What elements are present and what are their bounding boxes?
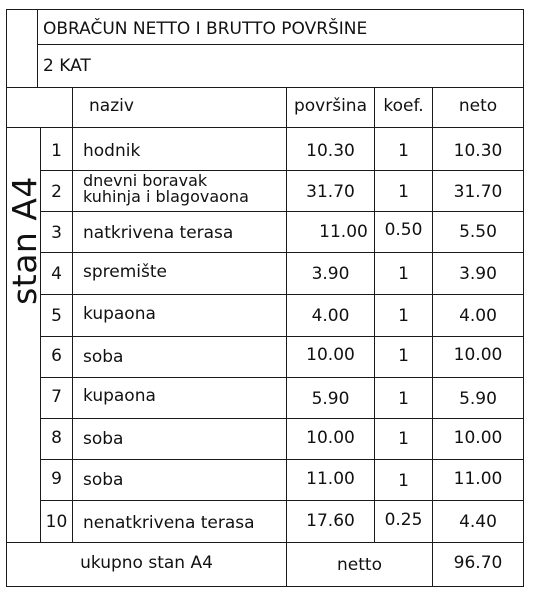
row-coef: 1 — [398, 306, 409, 326]
grid-line — [6, 586, 523, 587]
table-title: OBRAČUN NETTO I BRUTTO POVRŠINE — [43, 19, 368, 39]
column-header-coef: koef. — [383, 96, 424, 116]
column-header-net: neto — [458, 96, 498, 116]
grid-line — [40, 500, 523, 501]
row-number: 4 — [51, 264, 62, 284]
row-name-line-1: dnevni boravak — [83, 171, 208, 190]
row-net: 11.00 — [453, 469, 503, 489]
row-name: nenatkrivena terasa — [83, 513, 255, 533]
row-net: 5.50 — [459, 222, 497, 242]
row-net: 3.90 — [459, 264, 497, 284]
row-net: 4.40 — [459, 512, 497, 532]
grid-line — [6, 542, 523, 543]
unit-label-text: stan A4 — [4, 175, 44, 305]
row-coef: 1 — [398, 264, 409, 284]
row-name: spremište — [83, 262, 167, 282]
row-number: 7 — [51, 387, 62, 407]
grid-line — [40, 459, 523, 460]
row-area: 4.00 — [311, 306, 350, 326]
grid-line — [37, 9, 38, 88]
row-net: 5.90 — [459, 389, 497, 409]
grid-line — [6, 9, 523, 10]
row-name: soba — [83, 429, 124, 449]
row-net: 10.00 — [453, 428, 503, 448]
row-area: 5.90 — [311, 389, 350, 409]
row-coef: 1 — [398, 471, 409, 491]
row-name: soba — [83, 470, 124, 490]
row-number: 9 — [51, 469, 62, 489]
grid-line — [72, 87, 73, 543]
grid-line — [40, 336, 523, 337]
grid-line — [6, 127, 523, 128]
row-number: 3 — [51, 223, 62, 243]
grid-line — [40, 252, 523, 253]
row-area: 11.00 — [306, 469, 355, 489]
row-net: 4.00 — [459, 306, 497, 326]
grid-line — [37, 44, 523, 45]
row-coef: 1 — [398, 429, 409, 449]
floor-label: 2 KAT — [43, 56, 91, 76]
row-net: 31.70 — [453, 182, 503, 202]
row-coef: 1 — [398, 389, 409, 409]
unit-label — [4, 170, 44, 310]
row-area: 10.00 — [306, 428, 355, 448]
row-area: 11.00 — [319, 222, 368, 242]
row-name-line-2: kuhinja i blagovaona — [83, 187, 249, 206]
grid-line — [6, 87, 523, 88]
grid-line — [40, 418, 523, 419]
row-name: hodnik — [83, 141, 141, 161]
row-name: soba — [83, 347, 124, 367]
grid-line — [40, 377, 523, 378]
row-net: 10.30 — [453, 141, 503, 161]
grid-line — [523, 9, 524, 587]
row-number: 10 — [45, 512, 68, 532]
row-number: 2 — [51, 182, 62, 202]
row-area: 17.60 — [306, 511, 355, 531]
row-name: kupaona — [83, 304, 156, 324]
column-header-name: naziv — [89, 96, 134, 116]
grid-line — [40, 211, 523, 212]
total-net-label: netto — [337, 555, 382, 575]
row-area: 10.00 — [306, 345, 355, 365]
row-coef: 0.50 — [384, 220, 423, 240]
row-coef: 1 — [398, 182, 409, 202]
row-area: 3.90 — [311, 264, 350, 284]
row-coef: 1 — [398, 346, 409, 366]
total-label: ukupno stan A4 — [80, 553, 213, 573]
grid-line — [40, 294, 523, 295]
total-value: 96.70 — [453, 553, 503, 573]
row-area: 10.30 — [306, 141, 355, 161]
row-number: 5 — [51, 306, 62, 326]
row-coef: 1 — [398, 141, 409, 161]
row-number: 6 — [51, 346, 62, 366]
column-header-area: površina — [293, 96, 367, 116]
row-name: kupaona — [83, 386, 156, 406]
row-number: 1 — [51, 141, 62, 161]
row-number: 8 — [51, 428, 62, 448]
row-name: natkrivena terasa — [83, 223, 234, 243]
row-net: 10.00 — [453, 345, 503, 365]
row-area: 31.70 — [306, 182, 355, 202]
row-coef: 0.25 — [384, 510, 423, 530]
